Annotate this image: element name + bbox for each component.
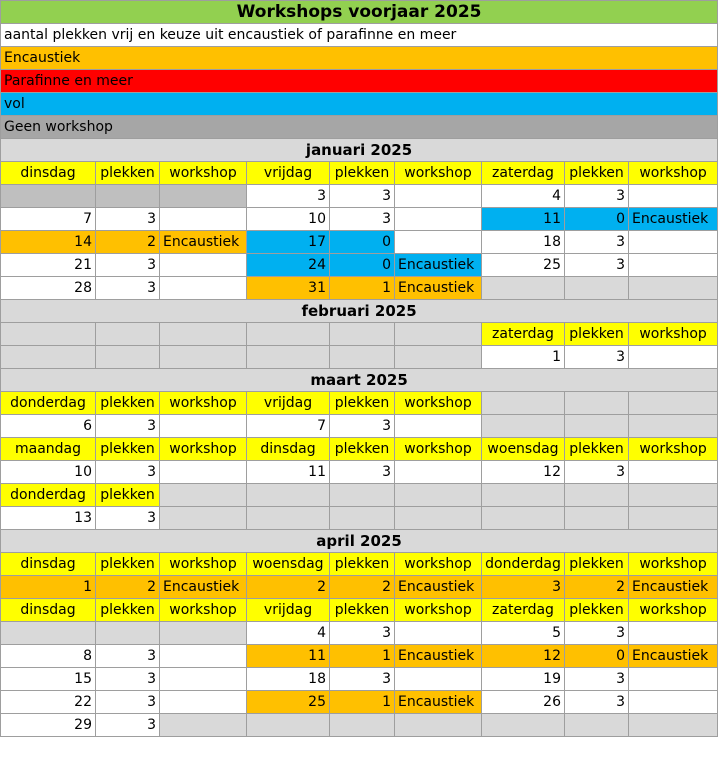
workshop-cell	[629, 346, 718, 369]
date-cell: 3	[482, 576, 565, 599]
workshop-cell	[629, 392, 718, 415]
table-row	[1, 346, 718, 369]
workshop-cell	[160, 668, 247, 691]
date-cell: 10	[247, 208, 330, 231]
column-header-cell: plekken	[565, 323, 629, 346]
workshop-cell	[395, 185, 482, 208]
column-header-vrijdag: vrijdag	[247, 162, 330, 185]
plekken-cell	[565, 714, 629, 737]
column-header-workshop: workshop	[395, 438, 482, 461]
table-row	[1, 208, 718, 231]
workshop-cell	[160, 461, 247, 484]
plekken-cell: 3	[96, 507, 160, 530]
column-header-cell: zaterdag	[482, 323, 565, 346]
date-cell: 18	[482, 231, 565, 254]
month-heading-februari: februari 2025	[1, 300, 718, 323]
date-cell: 10	[1, 461, 96, 484]
column-header-cell: workshop	[629, 323, 718, 346]
date-cell: 13	[1, 507, 96, 530]
date-cell: 31	[247, 277, 330, 300]
date-cell	[247, 507, 330, 530]
plekken-cell: 3	[96, 714, 160, 737]
table-row	[1, 461, 718, 484]
column-header-cell: workshop	[395, 392, 482, 415]
column-header-workshop: workshop	[629, 162, 718, 185]
column-header-workshop: workshop	[629, 553, 718, 576]
date-cell: 29	[1, 714, 96, 737]
date-cell: 5	[482, 622, 565, 645]
plekken-cell: 3	[330, 668, 395, 691]
workshop-cell	[160, 507, 247, 530]
column-header-cell: plekken	[330, 392, 395, 415]
workshop-cell	[629, 622, 718, 645]
date-cell	[482, 484, 565, 507]
plekken-cell: 1	[330, 691, 395, 714]
column-header-cell: donderdag	[1, 484, 96, 507]
workshop-cell	[395, 622, 482, 645]
workshop-cell	[629, 714, 718, 737]
weekday-header-row	[1, 438, 718, 461]
weekday-header-row	[1, 553, 718, 576]
column-header-plekken: plekken	[96, 438, 160, 461]
workshop-cell	[629, 231, 718, 254]
workshop-cell: Encaustiek	[629, 645, 718, 668]
date-cell: 25	[482, 254, 565, 277]
workshop-cell	[629, 484, 718, 507]
workshop-cell	[160, 691, 247, 714]
workshop-cell	[395, 461, 482, 484]
weekday-header-row	[1, 162, 718, 185]
plekken-cell: 0	[330, 254, 395, 277]
column-header-plekken: plekken	[565, 438, 629, 461]
date-cell: 4	[482, 185, 565, 208]
month-row	[1, 369, 718, 392]
workshop-cell: Encaustiek	[629, 208, 718, 231]
table-row	[1, 392, 718, 415]
plekken-cell	[565, 507, 629, 530]
workshop-cell	[160, 622, 247, 645]
column-header-cell: vrijdag	[247, 392, 330, 415]
column-header-cell: plekken	[96, 484, 160, 507]
plekken-cell: 2	[565, 576, 629, 599]
date-cell: 15	[1, 668, 96, 691]
workshop-cell: Encaustiek	[395, 254, 482, 277]
workshop-cell	[160, 415, 247, 438]
date-cell: 26	[482, 691, 565, 714]
legend-parafinne: Parafinne en meer	[1, 70, 718, 93]
plekken-cell: 3	[96, 645, 160, 668]
plekken-cell: 3	[565, 346, 629, 369]
date-cell: 3	[247, 185, 330, 208]
table-row	[1, 231, 718, 254]
plekken-cell	[565, 415, 629, 438]
table-row	[1, 323, 718, 346]
workshop-cell	[629, 461, 718, 484]
table-row	[1, 185, 718, 208]
workshop-cell	[629, 415, 718, 438]
plekken-cell: 1	[330, 277, 395, 300]
plekken-cell: 3	[565, 461, 629, 484]
workshop-cell	[395, 668, 482, 691]
month-heading-april: april 2025	[1, 530, 718, 553]
plekken-cell: 3	[96, 254, 160, 277]
table-row	[1, 691, 718, 714]
legend-vol: vol	[1, 93, 718, 116]
column-header-maandag: maandag	[1, 438, 96, 461]
column-header-donderdag: donderdag	[482, 553, 565, 576]
workshop-cell	[629, 668, 718, 691]
workshop-cell	[629, 185, 718, 208]
plekken-cell	[565, 392, 629, 415]
plekken-cell	[96, 185, 160, 208]
date-cell: 11	[247, 461, 330, 484]
workshop-cell: Encaustiek	[160, 231, 247, 254]
month-row	[1, 139, 718, 162]
plekken-cell: 2	[330, 576, 395, 599]
date-cell: 21	[1, 254, 96, 277]
column-header-cell: donderdag	[1, 392, 96, 415]
column-header-zaterdag: zaterdag	[482, 599, 565, 622]
date-cell: 11	[482, 208, 565, 231]
column-header-workshop: workshop	[160, 162, 247, 185]
workshop-cell	[160, 185, 247, 208]
plekken-cell: 3	[330, 461, 395, 484]
month-heading-januari: januari 2025	[1, 139, 718, 162]
date-cell: 22	[1, 691, 96, 714]
plekken-cell: 3	[330, 185, 395, 208]
date-cell: 24	[247, 254, 330, 277]
plekken-cell: 3	[330, 622, 395, 645]
plekken-cell	[96, 622, 160, 645]
date-cell: 7	[247, 415, 330, 438]
workshop-cell: Encaustiek	[395, 691, 482, 714]
date-cell	[247, 323, 330, 346]
column-header-dinsdag: dinsdag	[1, 162, 96, 185]
month-row	[1, 300, 718, 323]
table-row	[1, 622, 718, 645]
workshop-cell: Encaustiek	[160, 576, 247, 599]
column-header-dinsdag: dinsdag	[1, 599, 96, 622]
workshop-cell: Encaustiek	[629, 576, 718, 599]
table-row	[1, 645, 718, 668]
workshop-cell	[395, 208, 482, 231]
workshop-cell	[160, 277, 247, 300]
table-row	[1, 254, 718, 277]
column-header-plekken: plekken	[330, 162, 395, 185]
plekken-cell: 2	[96, 576, 160, 599]
plekken-cell: 0	[565, 208, 629, 231]
plekken-cell	[565, 277, 629, 300]
date-cell: 14	[1, 231, 96, 254]
column-header-workshop: workshop	[160, 553, 247, 576]
column-header-workshop: workshop	[395, 553, 482, 576]
workshop-cell	[395, 346, 482, 369]
date-cell: 12	[482, 461, 565, 484]
plekken-cell: 3	[96, 668, 160, 691]
column-header-woensdag: woensdag	[247, 553, 330, 576]
plekken-cell: 3	[565, 622, 629, 645]
plekken-cell	[330, 323, 395, 346]
plekken-cell: 1	[330, 645, 395, 668]
date-cell: 25	[247, 691, 330, 714]
date-cell	[1, 185, 96, 208]
month-row	[1, 530, 718, 553]
date-cell: 6	[1, 415, 96, 438]
date-cell: 1	[482, 346, 565, 369]
plekken-cell	[330, 714, 395, 737]
column-header-plekken: plekken	[330, 553, 395, 576]
workshop-cell	[629, 507, 718, 530]
workshop-cell: Encaustiek	[395, 277, 482, 300]
column-header-workshop: workshop	[160, 438, 247, 461]
date-cell: 28	[1, 277, 96, 300]
plekken-cell	[96, 323, 160, 346]
plekken-cell	[330, 346, 395, 369]
workshop-cell	[160, 484, 247, 507]
date-cell: 8	[1, 645, 96, 668]
date-cell	[482, 714, 565, 737]
column-header-plekken: plekken	[330, 599, 395, 622]
date-cell	[482, 507, 565, 530]
column-header-workshop: workshop	[395, 162, 482, 185]
column-header-plekken: plekken	[565, 553, 629, 576]
workshop-cell: Encaustiek	[395, 645, 482, 668]
column-header-plekken: plekken	[96, 162, 160, 185]
column-header-workshop: workshop	[629, 599, 718, 622]
plekken-cell: 2	[96, 231, 160, 254]
date-cell: 1	[1, 576, 96, 599]
workshop-cell	[395, 415, 482, 438]
date-cell	[247, 714, 330, 737]
date-cell	[1, 323, 96, 346]
date-cell	[482, 415, 565, 438]
plekken-cell	[330, 507, 395, 530]
column-header-workshop: workshop	[160, 599, 247, 622]
workshop-cell	[160, 254, 247, 277]
month-heading-maart: maart 2025	[1, 369, 718, 392]
plekken-cell: 3	[330, 415, 395, 438]
workshop-cell	[395, 231, 482, 254]
plekken-cell: 3	[96, 415, 160, 438]
table-row	[1, 668, 718, 691]
plekken-cell: 3	[330, 208, 395, 231]
date-cell	[482, 392, 565, 415]
column-header-plekken: plekken	[96, 553, 160, 576]
legend-geen-workshop: Geen workshop	[1, 116, 718, 139]
column-header-woensdag: woensdag	[482, 438, 565, 461]
legend-encaustiek: Encaustiek	[1, 47, 718, 70]
column-header-dinsdag: dinsdag	[1, 553, 96, 576]
plekken-cell	[330, 484, 395, 507]
date-cell	[482, 277, 565, 300]
date-cell: 4	[247, 622, 330, 645]
date-cell	[1, 622, 96, 645]
plekken-cell: 3	[96, 277, 160, 300]
workshop-cell	[395, 714, 482, 737]
date-cell	[247, 346, 330, 369]
column-header-cell: workshop	[160, 392, 247, 415]
workshop-cell	[629, 277, 718, 300]
table-row	[1, 507, 718, 530]
legend-available: aantal plekken vrij en keuze uit encaustiek of parafinne en meer	[1, 24, 718, 47]
plekken-cell: 3	[565, 254, 629, 277]
column-header-dinsdag: dinsdag	[247, 438, 330, 461]
date-cell: 2	[247, 576, 330, 599]
column-header-plekken: plekken	[96, 599, 160, 622]
sheet-title: Workshops voorjaar 2025	[1, 1, 718, 24]
column-header-cell: plekken	[96, 392, 160, 415]
plekken-cell	[96, 346, 160, 369]
plekken-cell: 0	[330, 231, 395, 254]
plekken-cell: 3	[96, 461, 160, 484]
plekken-cell: 3	[96, 691, 160, 714]
workshop-cell	[160, 346, 247, 369]
workshop-cell	[395, 323, 482, 346]
workshop-cell	[160, 645, 247, 668]
plekken-cell	[565, 484, 629, 507]
workshop-cell	[395, 507, 482, 530]
table-row	[1, 277, 718, 300]
column-header-workshop: workshop	[395, 599, 482, 622]
table-row	[1, 714, 718, 737]
column-header-plekken: plekken	[565, 162, 629, 185]
date-cell: 12	[482, 645, 565, 668]
date-cell: 18	[247, 668, 330, 691]
date-cell: 17	[247, 231, 330, 254]
column-header-plekken: plekken	[565, 599, 629, 622]
date-cell	[247, 484, 330, 507]
table-row	[1, 576, 718, 599]
plekken-cell: 3	[565, 231, 629, 254]
plekken-cell: 3	[565, 185, 629, 208]
workshop-cell	[629, 691, 718, 714]
workshop-cell	[160, 208, 247, 231]
column-header-zaterdag: zaterdag	[482, 162, 565, 185]
plekken-cell: 3	[565, 668, 629, 691]
plekken-cell: 3	[96, 208, 160, 231]
table-row	[1, 415, 718, 438]
column-header-vrijdag: vrijdag	[247, 599, 330, 622]
weekday-header-row	[1, 599, 718, 622]
column-header-workshop: workshop	[629, 438, 718, 461]
plekken-cell: 3	[565, 691, 629, 714]
date-cell: 19	[482, 668, 565, 691]
table-row	[1, 484, 718, 507]
plekken-cell: 0	[565, 645, 629, 668]
date-cell	[1, 346, 96, 369]
workshop-cell	[629, 254, 718, 277]
date-cell: 11	[247, 645, 330, 668]
date-cell: 7	[1, 208, 96, 231]
workshop-cell: Encaustiek	[395, 576, 482, 599]
workshop-cell	[160, 714, 247, 737]
workshop-cell	[160, 323, 247, 346]
workshop-cell	[395, 484, 482, 507]
column-header-plekken: plekken	[330, 438, 395, 461]
